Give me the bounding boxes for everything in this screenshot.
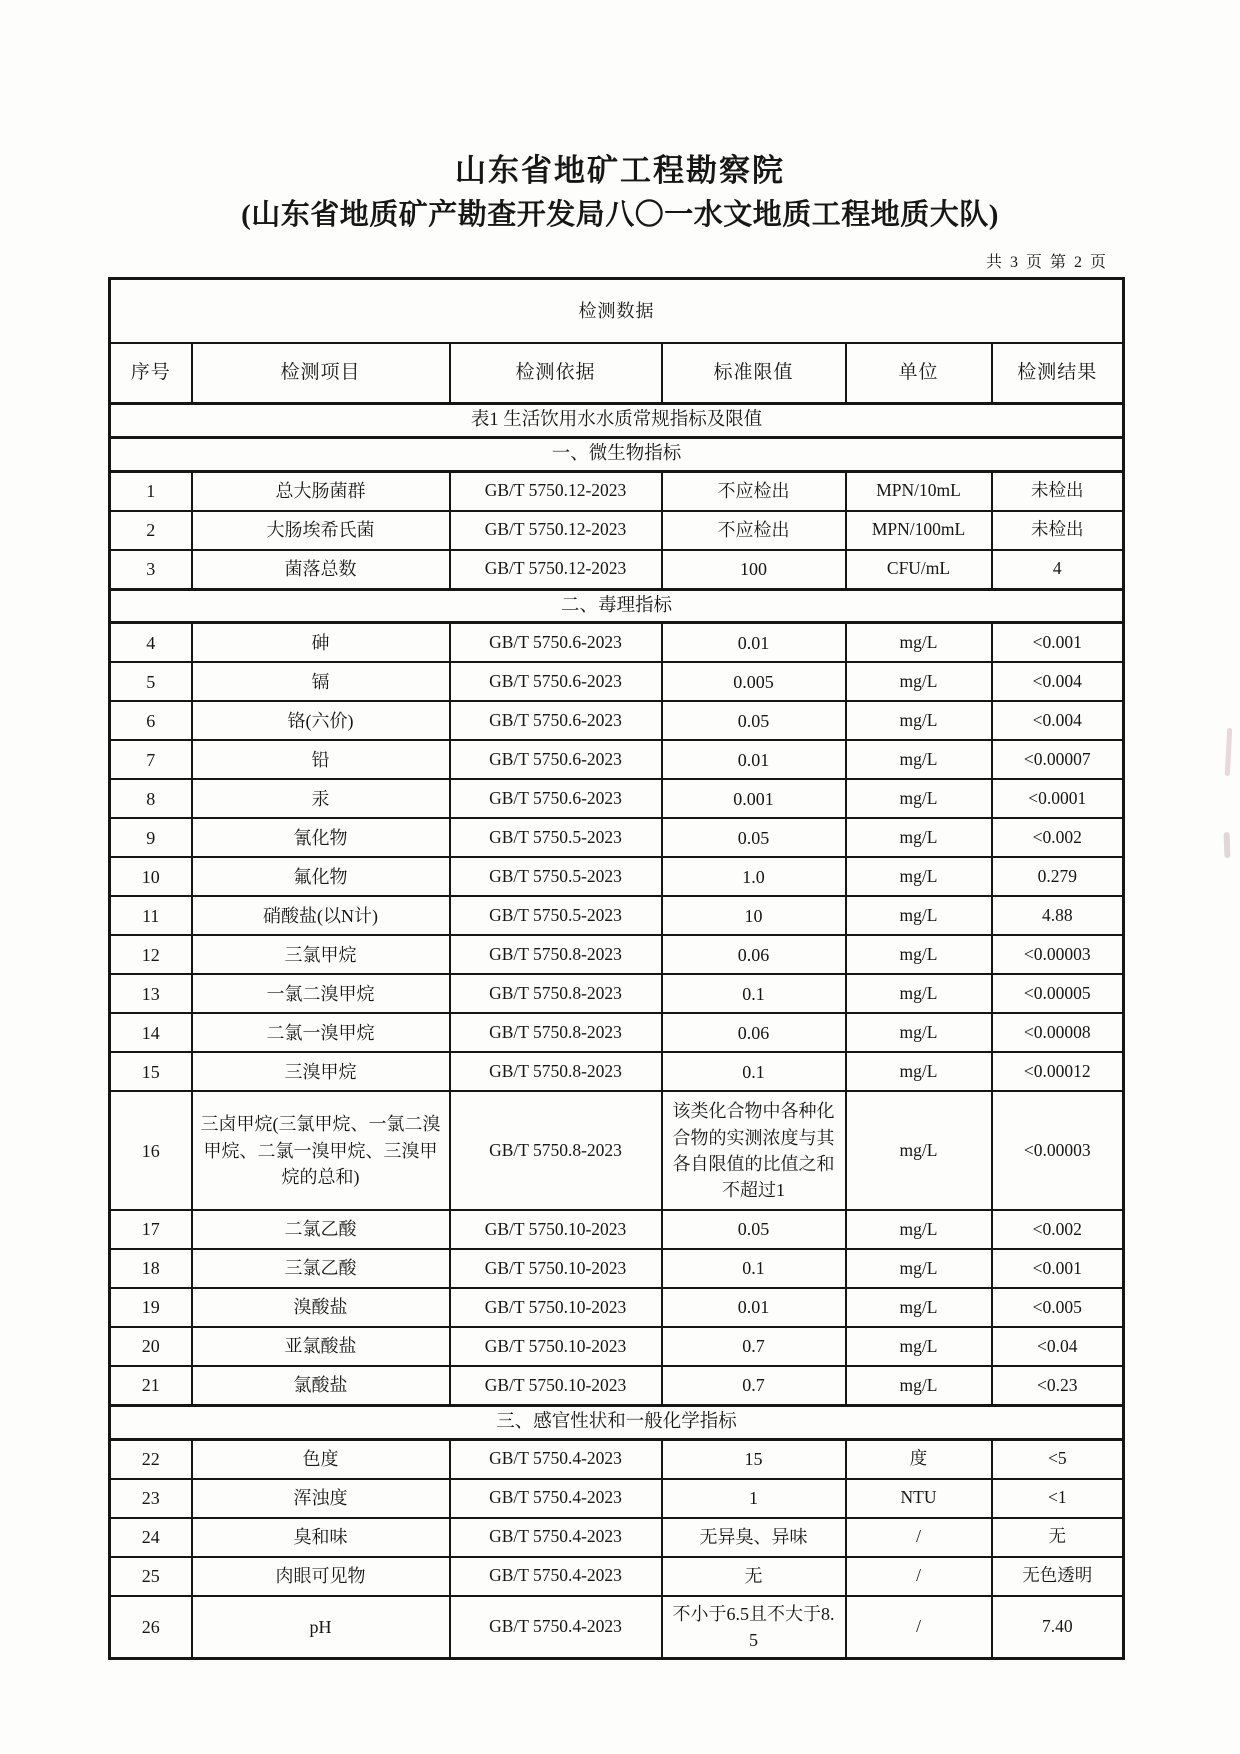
table-row bbox=[110, 1518, 1124, 1557]
cell-method: GB/T 5750.4-2023 bbox=[450, 1479, 662, 1518]
table-row bbox=[110, 1439, 1124, 1479]
cell-limit: 不应检出 bbox=[662, 511, 846, 550]
scan-ink-mark bbox=[1225, 728, 1233, 776]
cell-method: GB/T 5750.10-2023 bbox=[450, 1249, 662, 1288]
cell-unit: mg/L bbox=[846, 935, 992, 974]
cell-limit: 0.05 bbox=[662, 1210, 846, 1249]
cell-result: 0.279 bbox=[992, 857, 1124, 896]
cell-method: GB/T 5750.12-2023 bbox=[450, 511, 662, 550]
cell-seq: 25 bbox=[110, 1557, 192, 1596]
table-body bbox=[110, 404, 1124, 1659]
cell-item: 色度 bbox=[192, 1439, 450, 1479]
table-row bbox=[110, 818, 1124, 857]
cell-seq: 17 bbox=[110, 1210, 192, 1249]
cell-unit: mg/L bbox=[846, 779, 992, 818]
table-row bbox=[110, 1052, 1124, 1091]
cell-unit: mg/L bbox=[846, 1052, 992, 1091]
cell-method: GB/T 5750.5-2023 bbox=[450, 818, 662, 857]
cell-method: GB/T 5750.10-2023 bbox=[450, 1210, 662, 1249]
cell-method: GB/T 5750.6-2023 bbox=[450, 701, 662, 740]
cell-result: <0.0001 bbox=[992, 779, 1124, 818]
cell-seq: 7 bbox=[110, 740, 192, 779]
cell-item: 菌落总数 bbox=[192, 550, 450, 590]
cell-seq: 16 bbox=[110, 1091, 192, 1209]
cell-result: <0.00005 bbox=[992, 974, 1124, 1013]
cell-unit: mg/L bbox=[846, 662, 992, 701]
cell-item: 总大肠菌群 bbox=[192, 471, 450, 511]
cell-unit: CFU/mL bbox=[846, 550, 992, 590]
cell-item: 一氯二溴甲烷 bbox=[192, 974, 450, 1013]
cell-unit: / bbox=[846, 1518, 992, 1557]
cell-method: GB/T 5750.5-2023 bbox=[450, 857, 662, 896]
cell-unit: mg/L bbox=[846, 1013, 992, 1052]
cell-method: GB/T 5750.4-2023 bbox=[450, 1557, 662, 1596]
cell-unit: MPN/100mL bbox=[846, 511, 992, 550]
cell-result: <0.04 bbox=[992, 1327, 1124, 1366]
cell-unit: mg/L bbox=[846, 1091, 992, 1209]
cell-result: <0.001 bbox=[992, 1249, 1124, 1288]
cell-method: GB/T 5750.4-2023 bbox=[450, 1596, 662, 1659]
cell-unit: mg/L bbox=[846, 896, 992, 935]
cell-limit: 0.06 bbox=[662, 1013, 846, 1052]
cell-item: 镉 bbox=[192, 662, 450, 701]
cell-seq: 13 bbox=[110, 974, 192, 1013]
cell-limit: 0.1 bbox=[662, 1052, 846, 1091]
cell-method: GB/T 5750.6-2023 bbox=[450, 779, 662, 818]
cell-item: 大肠埃希氏菌 bbox=[192, 511, 450, 550]
cell-seq: 22 bbox=[110, 1439, 192, 1479]
cell-unit: mg/L bbox=[846, 1249, 992, 1288]
cell-seq: 5 bbox=[110, 662, 192, 701]
column-header-seq: 序号 bbox=[110, 343, 192, 404]
section-row bbox=[110, 589, 1124, 623]
section-label: 表1 生活饮用水水质常规指标及限值 bbox=[110, 404, 1124, 438]
cell-unit: NTU bbox=[846, 1479, 992, 1518]
cell-limit: 15 bbox=[662, 1439, 846, 1479]
cell-item: 三卤甲烷(三氯甲烷、一氯二溴甲烷、二氯一溴甲烷、三溴甲烷的总和) bbox=[192, 1091, 450, 1209]
cell-seq: 2 bbox=[110, 511, 192, 550]
cell-limit: 该类化合物中各种化合物的实测浓度与其各自限值的比值之和不超过1 bbox=[662, 1091, 846, 1209]
table-row bbox=[110, 1210, 1124, 1249]
cell-seq: 24 bbox=[110, 1518, 192, 1557]
table-row bbox=[110, 1013, 1124, 1052]
cell-seq: 19 bbox=[110, 1288, 192, 1327]
column-header-item: 检测项目 bbox=[192, 343, 450, 404]
cell-result: <0.00007 bbox=[992, 740, 1124, 779]
cell-seq: 23 bbox=[110, 1479, 192, 1518]
table-row bbox=[110, 857, 1124, 896]
cell-method: GB/T 5750.8-2023 bbox=[450, 1013, 662, 1052]
cell-limit: 0.7 bbox=[662, 1327, 846, 1366]
cell-limit: 0.01 bbox=[662, 1288, 846, 1327]
table-row bbox=[110, 1249, 1124, 1288]
cell-result: <5 bbox=[992, 1439, 1124, 1479]
cell-limit: 0.1 bbox=[662, 974, 846, 1013]
cell-unit: mg/L bbox=[846, 1327, 992, 1366]
cell-unit: mg/L bbox=[846, 740, 992, 779]
cell-method: GB/T 5750.8-2023 bbox=[450, 1091, 662, 1209]
cell-unit: / bbox=[846, 1596, 992, 1659]
cell-seq: 15 bbox=[110, 1052, 192, 1091]
table-header-row bbox=[110, 343, 1124, 404]
cell-item: 臭和味 bbox=[192, 1518, 450, 1557]
cell-result: <0.00008 bbox=[992, 1013, 1124, 1052]
cell-result: 无 bbox=[992, 1518, 1124, 1557]
cell-method: GB/T 5750.10-2023 bbox=[450, 1366, 662, 1406]
cell-method: GB/T 5750.10-2023 bbox=[450, 1288, 662, 1327]
table-row bbox=[110, 1091, 1124, 1209]
cell-limit: 10 bbox=[662, 896, 846, 935]
table-row bbox=[110, 1288, 1124, 1327]
section-label: 三、感官性状和一般化学指标 bbox=[110, 1405, 1124, 1439]
cell-result: 4.88 bbox=[992, 896, 1124, 935]
cell-item: 汞 bbox=[192, 779, 450, 818]
cell-item: 铅 bbox=[192, 740, 450, 779]
cell-limit: 0.06 bbox=[662, 935, 846, 974]
cell-limit: 100 bbox=[662, 550, 846, 590]
cell-seq: 3 bbox=[110, 550, 192, 590]
cell-seq: 26 bbox=[110, 1596, 192, 1659]
cell-seq: 21 bbox=[110, 1366, 192, 1406]
table-row bbox=[110, 1596, 1124, 1659]
cell-method: GB/T 5750.5-2023 bbox=[450, 896, 662, 935]
column-header-result: 检测结果 bbox=[992, 343, 1124, 404]
column-header-unit: 单位 bbox=[846, 343, 992, 404]
cell-item: 硝酸盐(以N计) bbox=[192, 896, 450, 935]
cell-result: 无色透明 bbox=[992, 1557, 1124, 1596]
cell-limit: 无异臭、异味 bbox=[662, 1518, 846, 1557]
cell-result: 7.40 bbox=[992, 1596, 1124, 1659]
cell-seq: 10 bbox=[110, 857, 192, 896]
cell-limit: 1 bbox=[662, 1479, 846, 1518]
table-row bbox=[110, 935, 1124, 974]
table-row bbox=[110, 701, 1124, 740]
cell-method: GB/T 5750.4-2023 bbox=[450, 1518, 662, 1557]
cell-item: 氯酸盐 bbox=[192, 1366, 450, 1406]
cell-method: GB/T 5750.6-2023 bbox=[450, 662, 662, 701]
cell-result: 未检出 bbox=[992, 471, 1124, 511]
table-row bbox=[110, 623, 1124, 663]
cell-method: GB/T 5750.10-2023 bbox=[450, 1327, 662, 1366]
section-label: 二、毒理指标 bbox=[110, 589, 1124, 623]
cell-limit: 0.01 bbox=[662, 623, 846, 663]
cell-item: 浑浊度 bbox=[192, 1479, 450, 1518]
cell-item: 肉眼可见物 bbox=[192, 1557, 450, 1596]
column-header-limit: 标准限值 bbox=[662, 343, 846, 404]
cell-unit: / bbox=[846, 1557, 992, 1596]
cell-limit: 无 bbox=[662, 1557, 846, 1596]
cell-method: GB/T 5750.4-2023 bbox=[450, 1439, 662, 1479]
cell-result: <1 bbox=[992, 1479, 1124, 1518]
cell-item: 氰化物 bbox=[192, 818, 450, 857]
cell-limit: 0.01 bbox=[662, 740, 846, 779]
cell-limit: 不应检出 bbox=[662, 471, 846, 511]
cell-item: 亚氯酸盐 bbox=[192, 1327, 450, 1366]
cell-result: <0.00012 bbox=[992, 1052, 1124, 1091]
cell-seq: 14 bbox=[110, 1013, 192, 1052]
cell-limit: 0.005 bbox=[662, 662, 846, 701]
cell-limit: 1.0 bbox=[662, 857, 846, 896]
cell-limit: 不小于6.5且不大于8.5 bbox=[662, 1596, 846, 1659]
cell-item: 氟化物 bbox=[192, 857, 450, 896]
cell-seq: 6 bbox=[110, 701, 192, 740]
table-caption: 检测数据 bbox=[110, 279, 1124, 344]
table-row bbox=[110, 1479, 1124, 1518]
section-row bbox=[110, 437, 1124, 471]
cell-seq: 4 bbox=[110, 623, 192, 663]
table-row bbox=[110, 662, 1124, 701]
cell-limit: 0.05 bbox=[662, 818, 846, 857]
cell-item: 二氯一溴甲烷 bbox=[192, 1013, 450, 1052]
cell-seq: 20 bbox=[110, 1327, 192, 1366]
cell-item: pH bbox=[192, 1596, 450, 1659]
cell-item: 二氯乙酸 bbox=[192, 1210, 450, 1249]
cell-unit: mg/L bbox=[846, 701, 992, 740]
cell-limit: 0.7 bbox=[662, 1366, 846, 1406]
cell-method: GB/T 5750.6-2023 bbox=[450, 740, 662, 779]
cell-unit: mg/L bbox=[846, 974, 992, 1013]
cell-unit: mg/L bbox=[846, 1210, 992, 1249]
cell-item: 铬(六价) bbox=[192, 701, 450, 740]
cell-result: <0.004 bbox=[992, 701, 1124, 740]
page-subtitle: (山东省地质矿产勘查开发局八〇一水文地质工程地质大队) bbox=[241, 198, 999, 231]
cell-result: <0.002 bbox=[992, 1210, 1124, 1249]
cell-unit: MPN/10mL bbox=[846, 471, 992, 511]
cell-result: <0.002 bbox=[992, 818, 1124, 857]
table-row bbox=[110, 974, 1124, 1013]
scan-ink-mark bbox=[1224, 832, 1231, 858]
cell-result: <0.005 bbox=[992, 1288, 1124, 1327]
cell-unit: mg/L bbox=[846, 1288, 992, 1327]
table-row bbox=[110, 550, 1124, 590]
cell-item: 三溴甲烷 bbox=[192, 1052, 450, 1091]
cell-seq: 18 bbox=[110, 1249, 192, 1288]
table-row bbox=[110, 1557, 1124, 1596]
table-row bbox=[110, 740, 1124, 779]
cell-result: <0.00003 bbox=[992, 1091, 1124, 1209]
cell-method: GB/T 5750.6-2023 bbox=[450, 623, 662, 663]
section-row bbox=[110, 1405, 1124, 1439]
cell-limit: 0.1 bbox=[662, 1249, 846, 1288]
table-row bbox=[110, 471, 1124, 511]
section-row bbox=[110, 404, 1124, 438]
page-number-info: 共 3 页 第 2 页 bbox=[985, 254, 1108, 271]
cell-unit: mg/L bbox=[846, 857, 992, 896]
page-title: 山东省地矿工程勘察院 bbox=[455, 153, 785, 188]
table-row bbox=[110, 1366, 1124, 1406]
cell-item: 溴酸盐 bbox=[192, 1288, 450, 1327]
cell-result: <0.004 bbox=[992, 662, 1124, 701]
table-row bbox=[110, 511, 1124, 550]
test-data-table bbox=[108, 277, 1125, 1660]
cell-item: 砷 bbox=[192, 623, 450, 663]
cell-result: <0.23 bbox=[992, 1366, 1124, 1406]
cell-seq: 11 bbox=[110, 896, 192, 935]
cell-method: GB/T 5750.8-2023 bbox=[450, 974, 662, 1013]
cell-result: <0.00003 bbox=[992, 935, 1124, 974]
table-row bbox=[110, 1327, 1124, 1366]
cell-item: 三氯甲烷 bbox=[192, 935, 450, 974]
table-caption-row bbox=[110, 279, 1124, 344]
cell-limit: 0.05 bbox=[662, 701, 846, 740]
cell-method: GB/T 5750.12-2023 bbox=[450, 471, 662, 511]
cell-method: GB/T 5750.12-2023 bbox=[450, 550, 662, 590]
cell-seq: 9 bbox=[110, 818, 192, 857]
cell-result: 4 bbox=[992, 550, 1124, 590]
cell-method: GB/T 5750.8-2023 bbox=[450, 1052, 662, 1091]
cell-unit: 度 bbox=[846, 1439, 992, 1479]
cell-seq: 12 bbox=[110, 935, 192, 974]
cell-result: <0.001 bbox=[992, 623, 1124, 663]
cell-limit: 0.001 bbox=[662, 779, 846, 818]
cell-unit: mg/L bbox=[846, 1366, 992, 1406]
cell-item: 三氯乙酸 bbox=[192, 1249, 450, 1288]
section-label: 一、微生物指标 bbox=[110, 437, 1124, 471]
cell-result: 未检出 bbox=[992, 511, 1124, 550]
cell-seq: 1 bbox=[110, 471, 192, 511]
cell-method: GB/T 5750.8-2023 bbox=[450, 935, 662, 974]
cell-seq: 8 bbox=[110, 779, 192, 818]
cell-unit: mg/L bbox=[846, 818, 992, 857]
column-header-method: 检测依据 bbox=[450, 343, 662, 404]
table-row bbox=[110, 896, 1124, 935]
cell-unit: mg/L bbox=[846, 623, 992, 663]
table-row bbox=[110, 779, 1124, 818]
